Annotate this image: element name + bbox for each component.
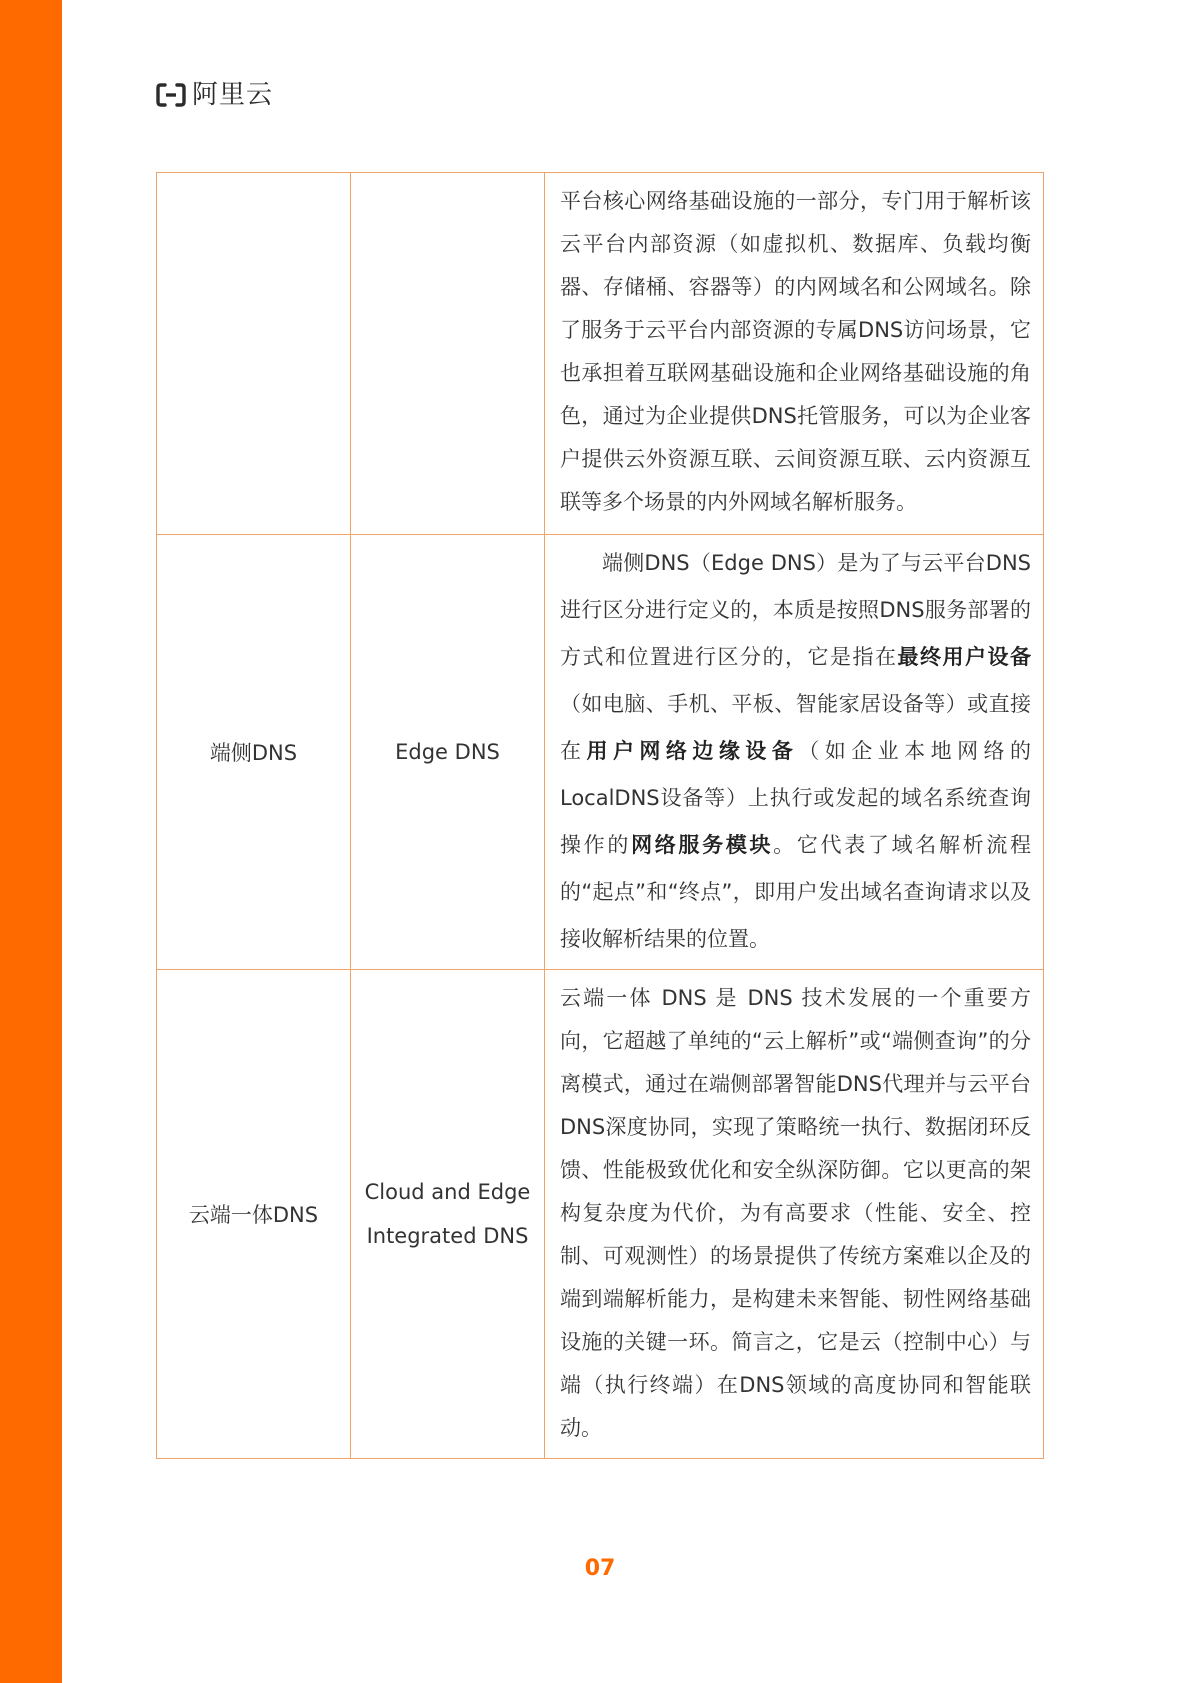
description-bold-text: 网络服务模块 — [631, 833, 774, 857]
page-number-text: 07 — [584, 1556, 616, 1581]
term-definition-table — [156, 172, 1044, 1459]
term-description — [560, 535, 1031, 969]
description-text: （如企业本地网络的LocalDNS设备等）上执行或发起的域名系统查询操作的 — [560, 739, 1032, 857]
term-en-cell: Cloud and Edge Integrated DNS — [351, 970, 545, 1459]
table-row — [157, 173, 1044, 535]
aliyun-logo-icon — [156, 82, 186, 108]
description-text: 。它代表了域名解析流程的“起点”和“终点”，即用户发出域名查询请求以及接收解析结果的位置。 — [560, 833, 1032, 951]
table-row — [157, 535, 1044, 970]
header-logo — [156, 78, 273, 112]
term-cn-cell: 云端一体DNS — [157, 970, 351, 1459]
description-bold-text: 用户网络边缘设备 — [586, 739, 799, 763]
term-description — [560, 970, 1031, 1458]
description-text: 端侧DNS（Edge DNS）是为了与云平台DNS进行区分进行定义的，本质是按照DNS服务部署的方式和位置进行区分的，它是指在 — [560, 551, 1031, 669]
term-en-cell: Edge DNS — [351, 535, 545, 970]
left-accent-bar — [0, 0, 62, 1683]
description-text: （如电脑、手机、平板、智能家居设备等）或直接在 — [560, 692, 1031, 763]
table-row — [157, 970, 1044, 1459]
term-description-cell — [545, 173, 1044, 535]
term-description-cell — [545, 970, 1044, 1459]
logo-text: 阿里云 — [192, 80, 274, 110]
term-cn-cell: 端侧DNS — [157, 535, 351, 970]
term-description — [560, 173, 1031, 534]
term-en-cell — [351, 173, 545, 535]
term-cn-cell — [157, 173, 351, 535]
description-text: 平台核心网络基础设施的一部分，专门用于解析该云平台内部资源（如虚拟机、数据库、负载均衡器、存储桶、容器等）的内网域名和公网域名。除了服务于云平台内部资源的专属DNS访问场景，它也承担着互联网基础设施和企业网络基础设施的角色，通过为企业提供DNS托管服务，可以为企业客户提供云外资源互联、云间资源互联、云内资源互联等多个场景的内外网域名解析服务。 — [560, 189, 1031, 514]
description-bold-text: 最终用户设备 — [897, 645, 1031, 669]
term-description-cell — [545, 535, 1044, 970]
page-number — [0, 1556, 1200, 1581]
description-text: 云端一体 DNS 是 DNS 技术发展的一个重要方向，它超越了单纯的“云上解析”或“端侧查询”的分离模式，通过在端侧部署智能DNS代理并与云平台DNS深度协同，实现了策略统一执行、数据闭环反馈、性能极致优化和安全纵深防御。它以更高的架构复杂度为代价，为有高要求（性能、安全、控制、可观测性）的场景提供了传统方案难以企及的端到端解析能力，是构建未来智能、韧性网络基础设施的关键一环。简言之，它是云（控制中心）与端（执行终端）在DNS领域的高度协同和智能联动。 — [560, 986, 1031, 1440]
